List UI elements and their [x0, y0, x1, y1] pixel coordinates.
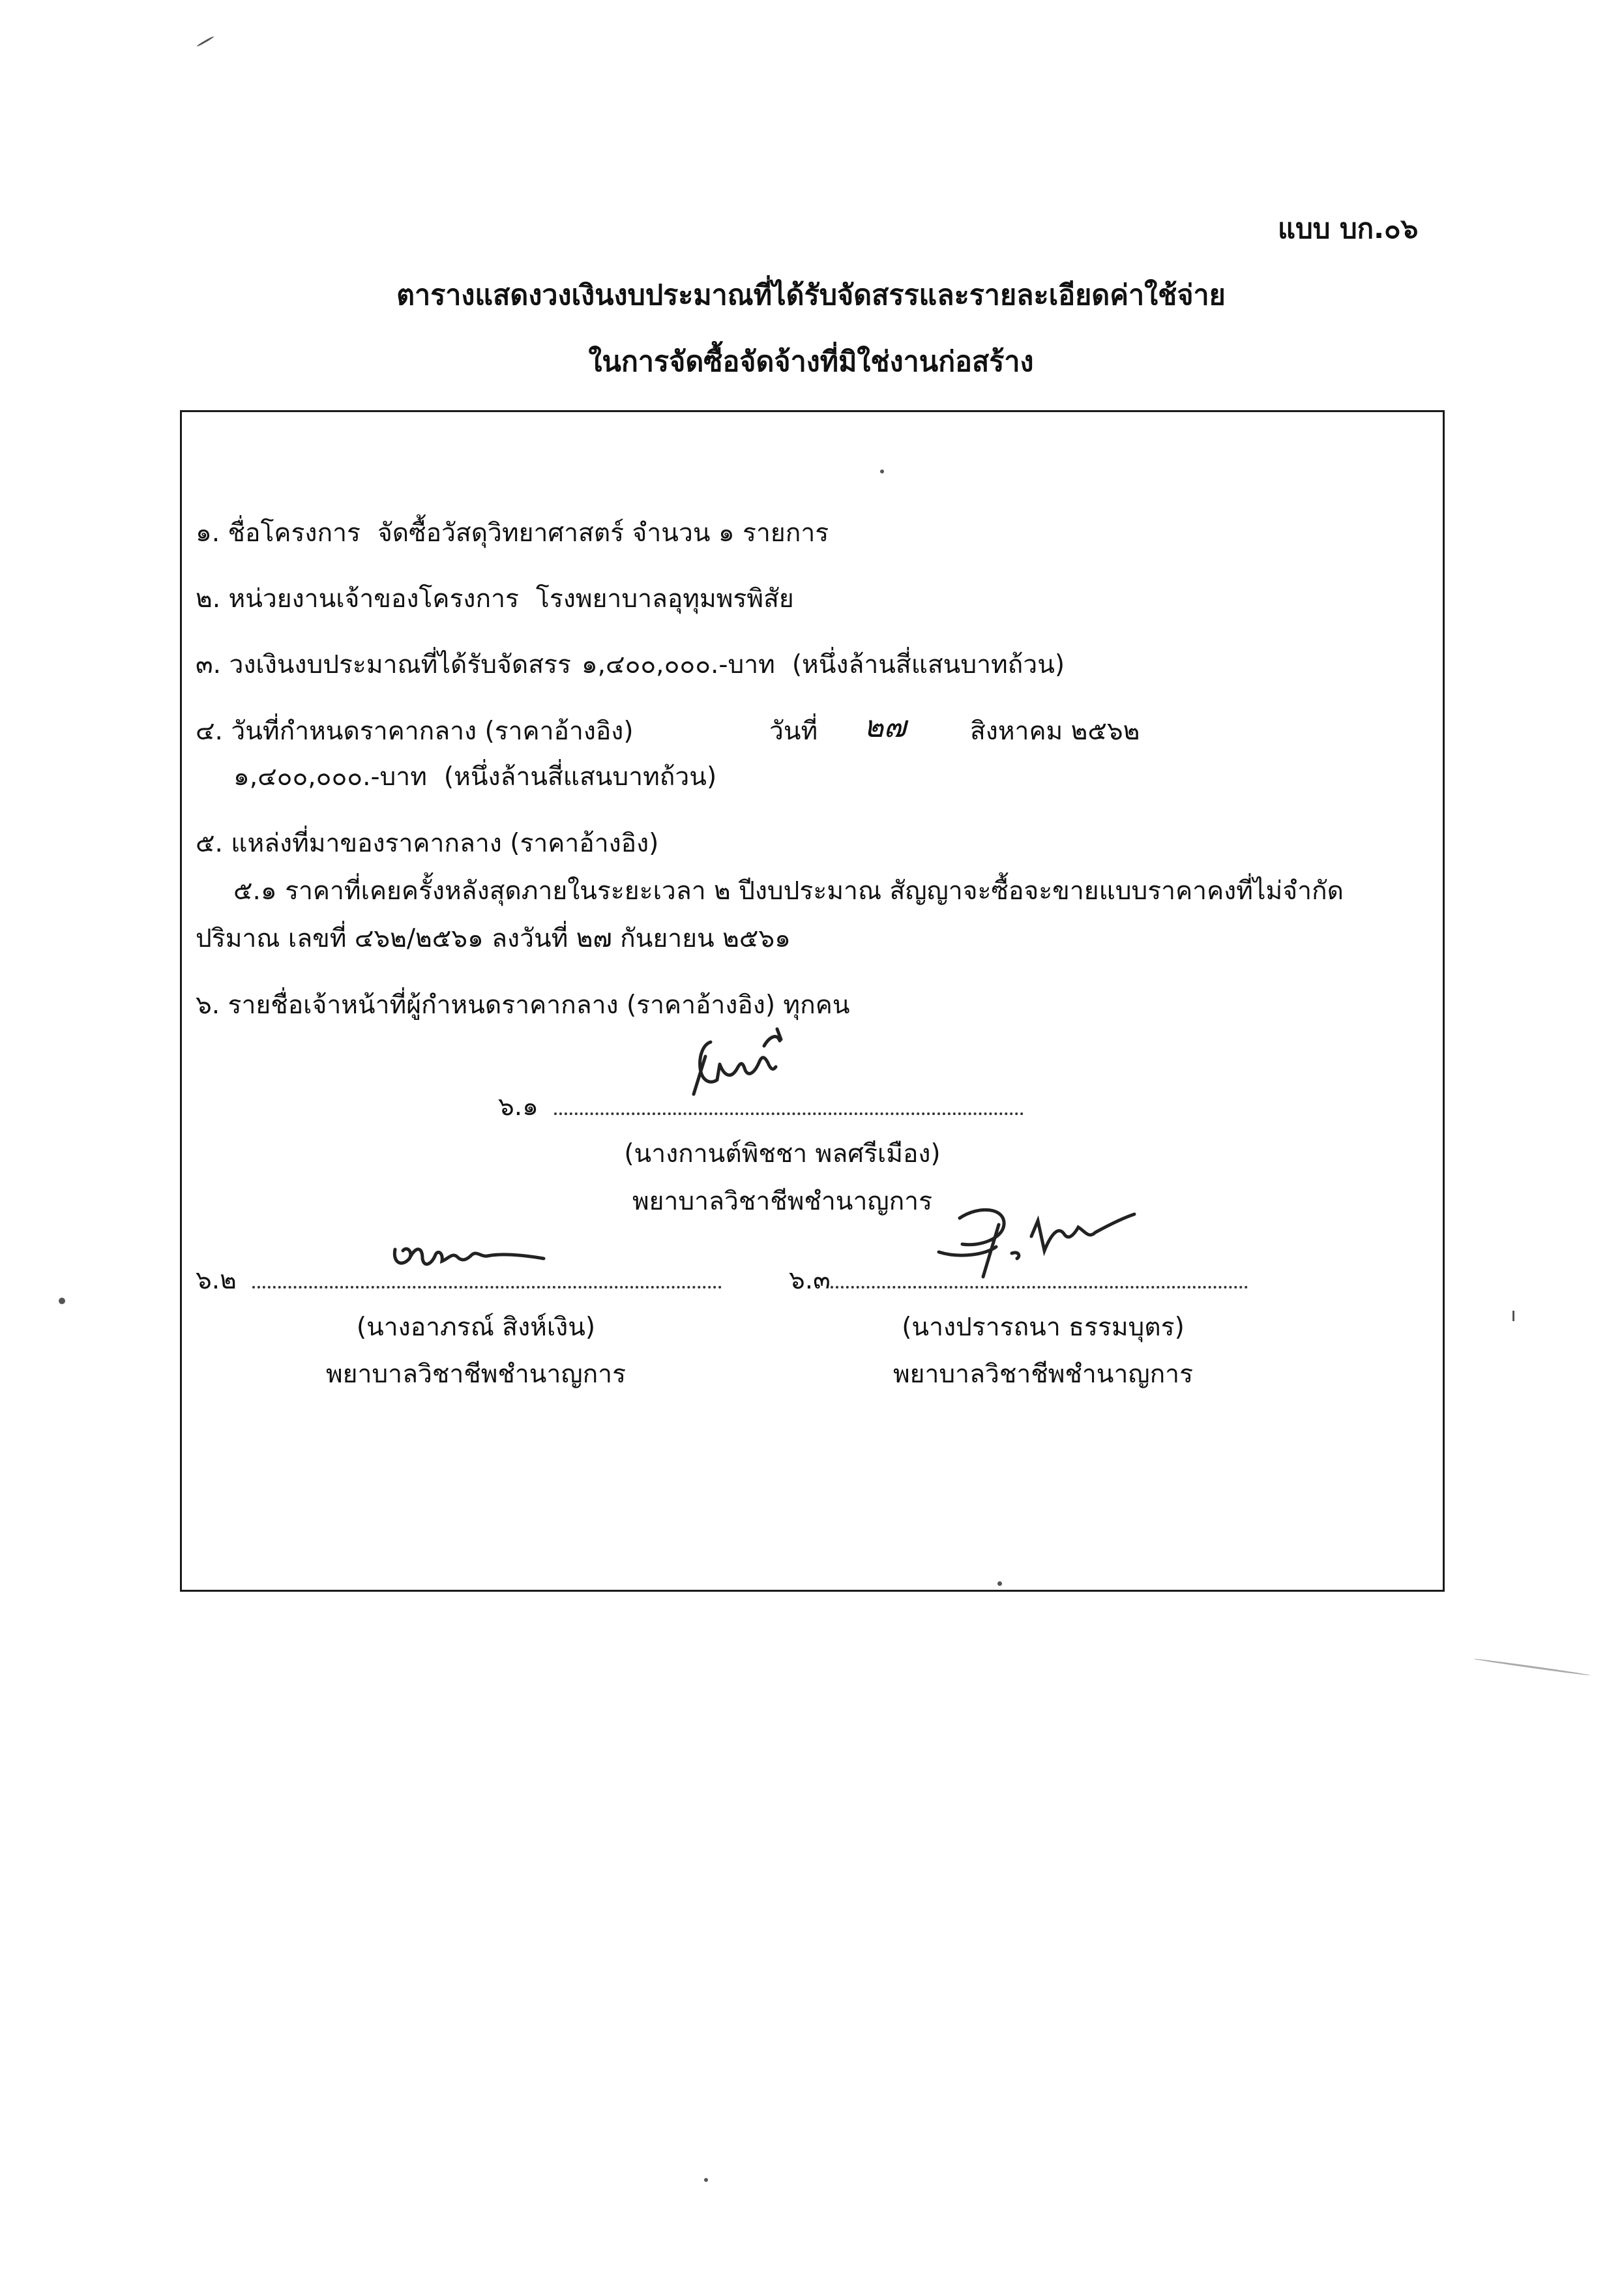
item1-label: ๑. ชื่อโครงการ — [196, 518, 361, 548]
scan-speck — [704, 2178, 708, 2182]
signer3-dotted-line — [831, 1286, 1248, 1289]
item4-label: ๔. วันที่กำหนดราคากลาง (ราคาอ้างอิง) — [196, 717, 634, 746]
item2-label: ๒. หน่วยงานเจ้าของโครงการ — [196, 584, 519, 614]
item4-amount-words: (หนึ่งล้านสี่แสนบาทถ้วน) — [443, 762, 717, 792]
item4-day-handwritten: ๒๗ — [864, 709, 906, 744]
form-code: แบบ บก.๐๖ — [1278, 213, 1419, 245]
signer1-position: พยาบาลวิชาชีพชำนาญการ — [632, 1187, 933, 1216]
signer2-dotted-line — [252, 1286, 722, 1289]
scan-speck — [997, 1581, 1002, 1586]
scan-speck — [59, 1298, 65, 1304]
signer2-signature — [390, 1239, 553, 1285]
item4-amount: ๑,๔๐๐,๐๐๐.-บาท — [233, 762, 427, 792]
signer3-position: พยาบาลวิชาชีพชำนาญการ — [892, 1360, 1194, 1389]
scan-speck — [1474, 1658, 1591, 1676]
signer1-number: ๖.๑ — [498, 1092, 538, 1122]
signer2-position: พยาบาลวิชาชีพชำนาญการ — [325, 1360, 627, 1389]
item2-row — [196, 578, 794, 619]
scan-speck — [880, 470, 884, 473]
item3-amount-words: (หนึ่งล้านสี่แสนบาทถ้วน) — [791, 650, 1065, 679]
document-title-line1: ตารางแสดงวงเงินงบประมาณที่ได้รับจัดสรรและรายละเอียดค่าใช้จ่าย — [396, 279, 1226, 312]
item4-month-year: สิงหาคม ๒๕๖๒ — [970, 717, 1140, 746]
item3-label: ๓. วงเงินงบประมาณที่ได้รับจัดสรร — [196, 650, 571, 679]
scan-speck — [196, 36, 214, 48]
item1-row — [196, 513, 829, 553]
item6-label: ๖. รายชื่อเจ้าหน้าที่ผู้กำหนดราคากลาง (ราคาอ้างอิง) ทุกคน — [196, 991, 850, 1020]
item5-subitem-line2: ปริมาณ เลขที่ ๔๖๒/๒๕๖๑ ลงวันที่ ๒๗ กันยายน ๒๕๖๑ — [196, 924, 791, 953]
item4-date-prefix: วันที่ — [769, 717, 818, 746]
signer3-name: (นางปรารถนา ธรรมบุตร) — [902, 1313, 1185, 1342]
signer1-dotted-line — [554, 1112, 1024, 1115]
document-title-line2: ในการจัดซื้อจัดจ้างที่มิใช่งานก่อสร้าง — [588, 346, 1034, 378]
signer2-name: (นางอาภรณ์ สิงห์เงิน) — [356, 1313, 596, 1342]
signer3-signature — [934, 1199, 1142, 1283]
item1-value: จัดซื้อวัสดุวิทยาศาสตร์ จำนวน ๑ รายการ — [377, 518, 829, 548]
signer2-number: ๖.๒ — [196, 1266, 237, 1295]
signer3-number: ๖.๓ — [789, 1266, 831, 1295]
item5-subitem-line1: ๕.๑ ราคาที่เคยครั้งหลังสุดภายในระยะเวลา ๒ ปีงบประมาณ สัญญาจะซื้อจะขายแบบราคาคงที่ไม่จำกัด — [233, 876, 1344, 906]
item3-row — [196, 644, 1065, 685]
signer1-signature — [691, 1017, 821, 1102]
scan-speck — [1512, 1311, 1514, 1321]
item3-amount: ๑,๔๐๐,๐๐๐.-บาท — [581, 650, 775, 679]
item4-amount-row — [233, 756, 716, 797]
item5-label: ๕. แหล่งที่มาของราคากลาง (ราคาอ้างอิง) — [196, 829, 659, 858]
item2-value: โรงพยาบาลอุทุมพรพิสัย — [535, 584, 794, 614]
signer1-name: (นางกานต์พิชชา พลศรีเมือง) — [624, 1139, 941, 1169]
